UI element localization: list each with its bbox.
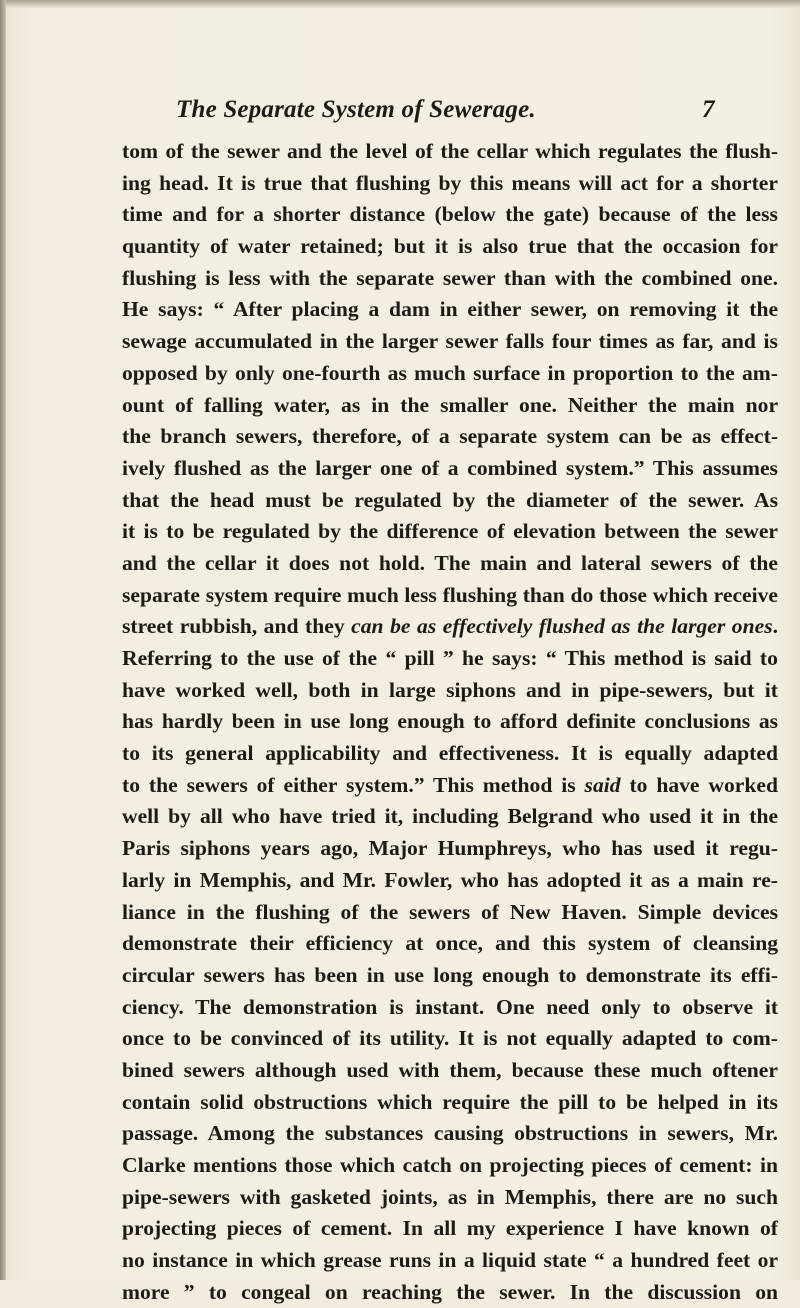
- text-line: ively flushed as the larger one of a combined system.” This assumes: [122, 455, 778, 480]
- text-line: ing head. It is true that flushing by this means will act for a shorter: [122, 170, 778, 195]
- text-line: flushing is less with the separate sewer than with the combined one.: [122, 265, 779, 290]
- italic-text-segment: can be as effectively flushed as the larger ones: [351, 614, 773, 639]
- text-line: ount of falling water, as in the smaller one. Neither the main nor: [122, 392, 779, 417]
- text-line: tom of the sewer and the level of the cellar which regulates the flush-: [122, 139, 779, 163]
- text-line: no instance in which grease runs in a liquid state “ a hundred feet or: [122, 1248, 779, 1273]
- text-line: quantity of water retained; but it is also true that the occasion for: [122, 234, 778, 259]
- text-line: [122, 770, 800, 802]
- text-line: the branch sewers, therefore, of a separate system can be as effect-: [122, 424, 779, 449]
- text-line: have worked well, both in large siphons and in pipe-sewers, but it: [122, 677, 778, 702]
- running-title: The Separate System of Sewerage.: [176, 96, 536, 123]
- text-segment: to have worked: [620, 772, 778, 797]
- text-line: separate system require much less flushing than do those which receive: [122, 582, 778, 607]
- body-text: [122, 136, 800, 1308]
- text-line: it is to be regulated by the difference of elevation between the sewer: [122, 519, 779, 544]
- running-head: [0, 96, 800, 132]
- page-top-edge: [0, 0, 800, 8]
- text-line: to its general applicability and effectiveness. It is equally adapted: [122, 741, 778, 766]
- text-line: more ” to congeal on reaching the sewer. In the discussion on: [122, 1279, 779, 1304]
- text-line: once to be convinced of its utility. It is not equally adapted to com-: [122, 1026, 778, 1051]
- text-line: and the cellar it does not hold. The main and lateral sewers of the: [122, 550, 778, 575]
- text-line: time and for a shorter distance (below the gate) because of the less: [122, 202, 778, 227]
- text-line: circular sewers has been in use long enough to demonstrate its effi-: [122, 962, 779, 987]
- text-line: contain solid obstructions which require the pill to be helped in its: [122, 1089, 778, 1114]
- text-line: sewage accumulated in the larger sewer falls four times as far, and is: [122, 329, 778, 354]
- page-number: 7: [702, 96, 715, 123]
- text-line: liance in the flushing of the sewers of New Haven. Simple devices: [122, 899, 779, 924]
- text-line: Paris siphons years ago, Major Humphreys, who has used it regu-: [122, 836, 778, 861]
- text-line: that the head must be regulated by the diameter of the sewer. As: [122, 487, 779, 512]
- text-line: He says: “ After placing a dam in either sewer, on removing it the: [122, 297, 779, 322]
- text-segment: street rubbish, and they: [122, 614, 352, 639]
- page-binding-edge: [0, 0, 6, 1280]
- text-line: larly in Memphis, and Mr. Fowler, who has adopted it as a main re-: [122, 867, 778, 892]
- text-segment: .: [772, 614, 778, 639]
- text-line: passage. Among the substances causing obstructions in sewers, Mr.: [122, 1121, 778, 1146]
- text-line: well by all who have tried it, including Belgrand who used it in the: [122, 804, 779, 829]
- text-line: ciency. The demonstration is instant. One need only to observe it: [122, 994, 779, 1019]
- text-line: projecting pieces of cement. In all my experience I have known of: [122, 1216, 778, 1241]
- italic-text-segment: said: [584, 772, 621, 797]
- text-line: has hardly been in use long enough to afford definite conclusions as: [122, 709, 779, 734]
- text-line: [122, 611, 800, 643]
- text-line: demonstrate their efficiency at once, and this system of cleansing: [122, 931, 779, 956]
- text-line: bined sewers although used with them, because these much oftener: [122, 1057, 778, 1082]
- text-line: opposed by only one-fourth as much surface in proportion to the am-: [122, 360, 778, 385]
- text-line: Referring to the use of the “ pill ” he says: “ This method is said to: [122, 646, 778, 670]
- text-line: pipe-sewers with gasketed joints, as in Memphis, there are no such: [122, 1184, 779, 1209]
- text-line: Clarke mentions those which catch on projecting pieces of cement: in: [122, 1153, 779, 1177]
- text-segment: to the sewers of either system.” This method is: [122, 772, 585, 797]
